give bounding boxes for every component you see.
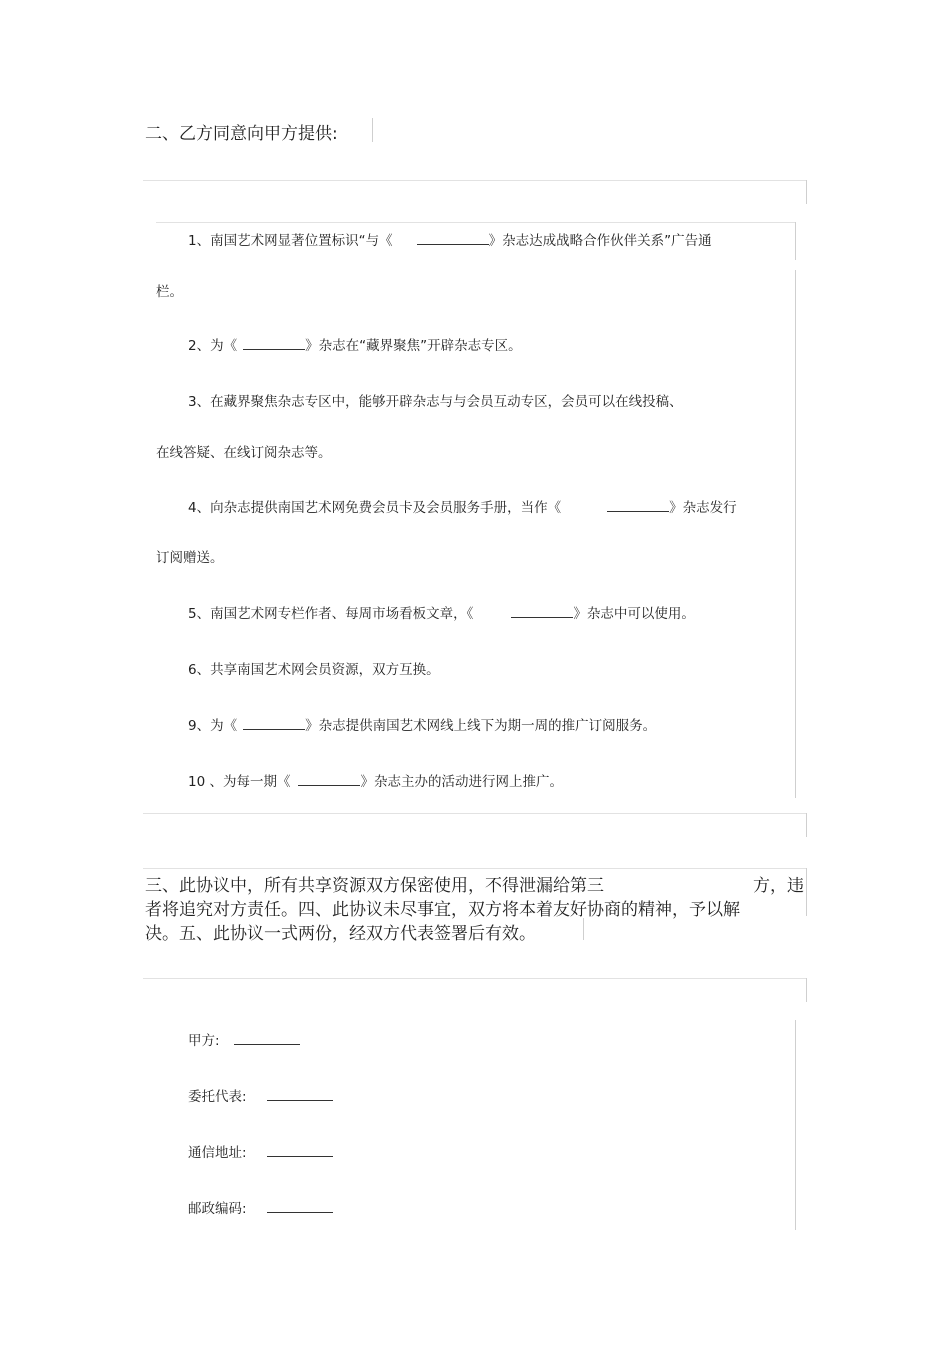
list-item-5: 5、南国艺术网专栏作者、每周市场看板文章，《 》杂志中可以使用。 xyxy=(188,602,695,622)
address-field xyxy=(188,1141,333,1161)
representative-blank xyxy=(267,1086,333,1101)
fill-blank xyxy=(417,230,489,245)
frame-line xyxy=(806,180,807,204)
section-2-heading: 二、乙方同意向甲方提供: xyxy=(145,124,338,144)
party-a-blank xyxy=(234,1030,300,1045)
party-a-field xyxy=(188,1029,300,1049)
fill-blank xyxy=(607,497,669,512)
section-3-line-3: 决。五、此协议一式两份，经双方代表签署后有效。 xyxy=(145,924,536,944)
fill-blank xyxy=(243,715,305,730)
representative-field xyxy=(188,1085,333,1105)
list-item-4-continued: 订阅赠送。 xyxy=(156,550,224,566)
frame-line xyxy=(156,222,796,223)
frame-line xyxy=(806,868,807,916)
party-a-label: 甲方: xyxy=(188,1033,220,1049)
postcode-label: 邮政编码: xyxy=(188,1201,247,1217)
frame-line xyxy=(143,868,806,869)
list-item-10: 10 、为每一期《 》杂志主办的活动进行网上推广。 xyxy=(188,770,563,790)
frame-line xyxy=(143,180,806,181)
fill-blank xyxy=(243,335,305,350)
address-label: 通信地址: xyxy=(188,1145,247,1161)
list-item-2: 2、为《 》杂志在“藏界聚焦”开辟杂志专区。 xyxy=(188,334,522,354)
frame-line xyxy=(143,813,806,814)
frame-line xyxy=(806,813,807,837)
section-3-line-2: 者将追究对方责任。四、此协议未尽事宜，双方将本着友好协商的精神，予以解 xyxy=(145,900,740,920)
list-item-1: 1、南国艺术网显著位置标识“与《 》杂志达成战略合作伙伴关系”广告通 xyxy=(188,229,712,249)
list-item-4: 4、向杂志提供南国艺术网免费会员卡及会员服务手册，当作《 》杂志发行 xyxy=(188,496,737,516)
fill-blank xyxy=(511,603,573,618)
frame-line xyxy=(806,978,807,1002)
frame-line xyxy=(795,270,796,798)
address-blank xyxy=(267,1142,333,1157)
frame-line xyxy=(795,1020,796,1230)
section-3-line-1b: 方，违 xyxy=(753,876,804,896)
postcode-blank xyxy=(267,1198,333,1213)
representative-label: 委托代表: xyxy=(188,1089,247,1105)
fill-blank xyxy=(298,771,360,786)
frame-line xyxy=(583,918,584,940)
frame-line xyxy=(372,118,373,142)
list-item-1-continued: 栏。 xyxy=(156,284,183,300)
frame-line xyxy=(795,222,796,260)
list-item-3: 3、在藏界聚焦杂志专区中，能够开辟杂志与与会员互动专区，会员可以在线投稿、 xyxy=(188,394,683,410)
list-item-6: 6、共享南国艺术网会员资源，双方互换。 xyxy=(188,662,440,678)
list-item-9: 9、为《 》杂志提供南国艺术网线上线下为期一周的推广订阅服务。 xyxy=(188,714,656,734)
list-item-3-continued: 在线答疑、在线订阅杂志等。 xyxy=(156,445,332,461)
postcode-field xyxy=(188,1197,333,1217)
frame-line xyxy=(143,978,806,979)
section-3-line-1a: 三、此协议中，所有共享资源双方保密使用，不得泄漏给第三 xyxy=(145,876,604,896)
